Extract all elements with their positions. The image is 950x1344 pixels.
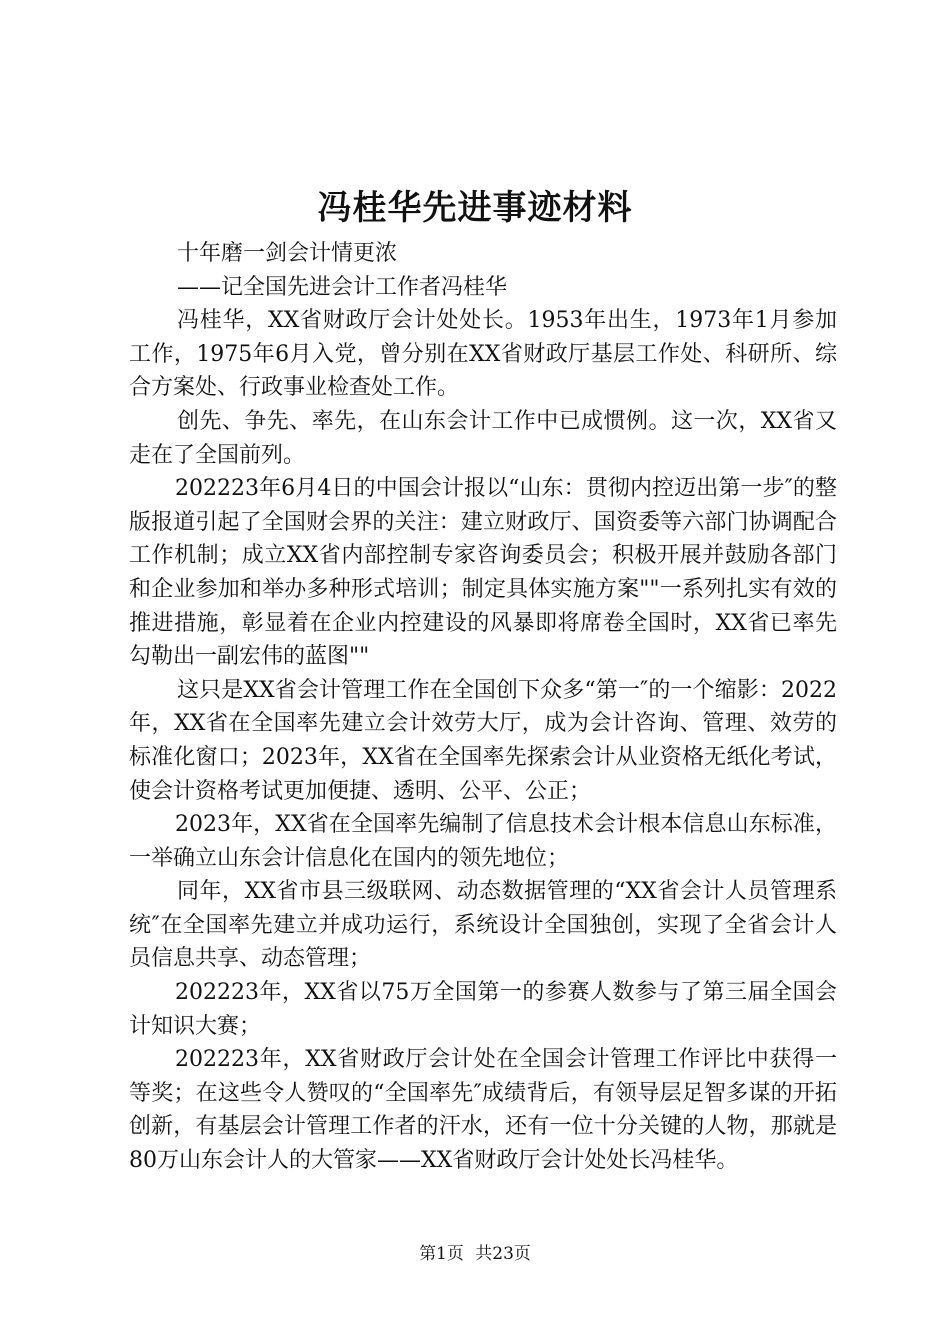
body-paragraph: 2023年，XX省在全国率先编制了信息技术会计根本信息山东标准，一举确立山东会计信息化在国内的领先地位； xyxy=(129,812,837,871)
body-paragraph: 202223年，XX省财政厅会计处在全国会计管理工作评比中获得一等奖；在这些令人赞叹的“全国率先″成绩背后，有领导层足智多谋的开拓创新，有基层会计管理工作者的汗水，还有一位十分关键的人物，那就是80万山东会计人的大管家——XX省财政厅会计处处长冯桂华。 xyxy=(129,1047,837,1174)
body-paragraph: 202223年6月4日的中国会计报以“山东：贯彻内控迈出第一步″的整版报道引起了全国财会界的关注：建立财政厅、国资委等六部门协调配合工作机制；成立XX省内部控制专家咨询委员会；积极开展并鼓励各部门和企业参加和举办多种形式培训；制定具体实施方案""一系列扎实有效的推进措施，彰显着在企业内控建设的风暴即将席卷全国时，XX省已率先勾勒出一副宏伟的蓝图"" xyxy=(129,476,837,670)
page-footer xyxy=(0,1242,950,1266)
page-number-total: 共23页 xyxy=(475,1244,531,1264)
document-body xyxy=(129,237,837,1178)
page-number-current: 第1页 xyxy=(419,1244,464,1264)
body-paragraph: 创先、争先、率先，在山东会计工作中已成惯例。这一次，XX省又走在了全国前列。 xyxy=(129,408,837,468)
subtitle-line: 十年磨一剑会计情更浓 xyxy=(177,241,398,266)
body-paragraph: 202223年，XX省以75万全国第一的参赛人数参与了第三届全国会计知识大赛； xyxy=(129,980,837,1039)
body-paragraph: 同年，XX省市县三级联网、动态数据管理的“XX省会计人员管理系统″在全国率先建立并成功运行，系统设计全国独创，实现了全省会计人员信息共享、动态管理； xyxy=(129,879,837,972)
document-title: 冯桂华先进事迹材料 xyxy=(317,188,633,228)
subtitle-byline: ——记全国先进会计工作者冯桂华 xyxy=(177,274,508,300)
body-paragraph: 冯桂华，XX省财政厅会计处处长。1953年出生，1973年1月参加工作，1975年6月入党，曾分别在XX省财政厅基层工作处、科研所、综合方案处、行政事业检查处工作。 xyxy=(129,308,837,401)
body-paragraph: 这只是XX省会计管理工作在全国创下众多“第一″的一个缩影：2022年，XX省在全国率先建立会计效劳大厅，成为会计咨询、管理、效劳的标准化窗口；2023年，XX省在全国率先探索会计从业资格无纸化考试，使会计资格考试更加便捷、透明、公平、公正； xyxy=(129,677,837,804)
